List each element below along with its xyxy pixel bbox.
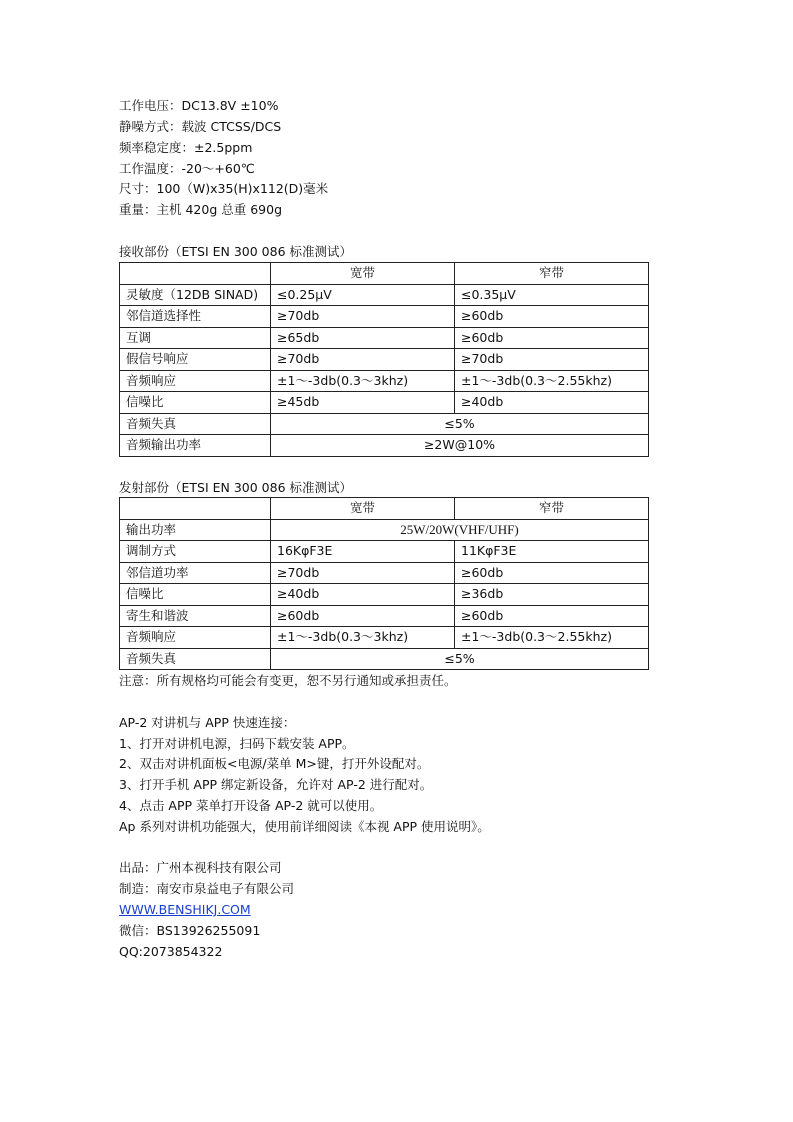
row-label: 信噪比 bbox=[120, 392, 271, 414]
table-row bbox=[120, 413, 649, 435]
table-row bbox=[120, 284, 649, 306]
table-cell: ≤0.35μV bbox=[455, 284, 649, 306]
website-line bbox=[119, 902, 251, 918]
table-row bbox=[120, 627, 649, 649]
spec-frequency-stability: 频率稳定度：±2.5ppm bbox=[119, 140, 253, 155]
quick-connect-title: AP-2 对讲机与 APP 快速连接： bbox=[119, 715, 296, 730]
table-cell: ≥60db bbox=[455, 327, 649, 349]
row-label: 寄生和谐波 bbox=[120, 605, 271, 627]
row-label: 音频失真 bbox=[120, 648, 271, 670]
table-cell: ≥60db bbox=[455, 562, 649, 584]
table-row bbox=[120, 349, 649, 371]
table-cell-merged: 25W/20W(VHF/UHF) bbox=[271, 519, 649, 541]
table-cell: 16KφF3E bbox=[271, 541, 455, 563]
table-header-wideband: 宽带 bbox=[271, 498, 455, 520]
row-label: 邻信道选择性 bbox=[120, 306, 271, 328]
table-cell: ≥70db bbox=[271, 562, 455, 584]
table-cell: ≥60db bbox=[455, 306, 649, 328]
producer-info: 出品：广州本视科技有限公司 bbox=[119, 860, 282, 875]
table-header-wideband: 宽带 bbox=[271, 263, 455, 285]
table-row bbox=[120, 370, 649, 392]
quick-connect-step-3: 3、打开手机 APP 绑定新设备，允许对 AP-2 进行配对。 bbox=[119, 777, 433, 792]
row-label: 音频响应 bbox=[120, 370, 271, 392]
table-cell bbox=[120, 263, 271, 285]
row-label: 信噪比 bbox=[120, 584, 271, 606]
table-cell-merged: ≤5% bbox=[271, 648, 649, 670]
row-label: 音频失真 bbox=[120, 413, 271, 435]
receive-section-title: 接收部份（ETSI EN 300 086 标准测试） bbox=[119, 244, 353, 259]
row-label: 音频输出功率 bbox=[120, 435, 271, 457]
wechat-info: 微信：BS13926255091 bbox=[119, 923, 261, 938]
row-label: 互调 bbox=[120, 327, 271, 349]
table-row bbox=[120, 605, 649, 627]
row-label: 灵敏度（12DB SINAD) bbox=[120, 284, 271, 306]
quick-connect-step-1: 1、打开对讲机电源，扫码下载安装 APP。 bbox=[119, 736, 355, 751]
table-cell: ≥70db bbox=[455, 349, 649, 371]
table-cell: ≤0.25μV bbox=[271, 284, 455, 306]
table-cell: ≥45db bbox=[271, 392, 455, 414]
table-cell bbox=[120, 498, 271, 520]
row-label: 邻信道功率 bbox=[120, 562, 271, 584]
table-row bbox=[120, 327, 649, 349]
table-cell: ±1～-3db(0.3～3khz) bbox=[271, 627, 455, 649]
table-cell: ≥70db bbox=[271, 306, 455, 328]
transmit-table bbox=[119, 497, 649, 670]
table-cell: ≥60db bbox=[455, 605, 649, 627]
table-row bbox=[120, 519, 649, 541]
quick-connect-note: Ap 系列对讲机功能强大，使用前详细阅读《本视 APP 使用说明》。 bbox=[119, 819, 490, 834]
table-cell: ≥65db bbox=[271, 327, 455, 349]
spec-temperature: 工作温度：-20～+60℃ bbox=[119, 161, 255, 176]
spec-dimensions: 尺寸：100（W)x35(H)x112(D)毫米 bbox=[119, 181, 329, 196]
table-row bbox=[120, 498, 649, 520]
quick-connect-step-2: 2、双击对讲机面板<电源/菜单 M>键，打开外设配对。 bbox=[119, 756, 430, 771]
spec-squelch: 静噪方式：载波 CTCSS/DCS bbox=[119, 119, 282, 134]
row-label: 音频响应 bbox=[120, 627, 271, 649]
qq-info: QQ:2073854322 bbox=[119, 944, 223, 959]
table-row bbox=[120, 263, 649, 285]
table-row bbox=[120, 306, 649, 328]
table-cell-merged: ≤5% bbox=[271, 413, 649, 435]
website-link[interactable]: WWW.BENSHIKJ.COM bbox=[119, 902, 251, 917]
table-cell: ≥40db bbox=[455, 392, 649, 414]
table-cell: ±1～-3db(0.3～2.55khz) bbox=[455, 370, 649, 392]
table-row bbox=[120, 435, 649, 457]
table-cell: ≥36db bbox=[455, 584, 649, 606]
notice-text: 注意：所有规格均可能会有变更，恕不另行通知或承担责任。 bbox=[119, 673, 457, 688]
table-cell: ≥60db bbox=[271, 605, 455, 627]
table-cell: 11KφF3E bbox=[455, 541, 649, 563]
quick-connect-step-4: 4、点击 APP 菜单打开设备 AP-2 就可以使用。 bbox=[119, 798, 383, 813]
table-row bbox=[120, 648, 649, 670]
table-header-narrowband: 窄带 bbox=[455, 498, 649, 520]
manufacturer-info: 制造：南安市泉益电子有限公司 bbox=[119, 881, 295, 896]
row-label: 假信号响应 bbox=[120, 349, 271, 371]
table-header-narrowband: 窄带 bbox=[455, 263, 649, 285]
table-cell: ≥70db bbox=[271, 349, 455, 371]
table-cell: ≥40db bbox=[271, 584, 455, 606]
table-row bbox=[120, 541, 649, 563]
table-cell: ±1～-3db(0.3～3khz) bbox=[271, 370, 455, 392]
row-label: 调制方式 bbox=[120, 541, 271, 563]
table-row bbox=[120, 392, 649, 414]
table-cell: ±1～-3db(0.3～2.55khz) bbox=[455, 627, 649, 649]
row-label: 输出功率 bbox=[120, 519, 271, 541]
spec-weight: 重量：主机 420g 总重 690g bbox=[119, 202, 283, 217]
table-row bbox=[120, 584, 649, 606]
spec-voltage: 工作电压：DC13.8V ±10% bbox=[119, 98, 279, 113]
receive-table bbox=[119, 262, 649, 457]
table-row bbox=[120, 562, 649, 584]
transmit-section-title: 发射部份（ETSI EN 300 086 标准测试） bbox=[119, 480, 353, 495]
table-cell-merged: ≥2W@10% bbox=[271, 435, 649, 457]
